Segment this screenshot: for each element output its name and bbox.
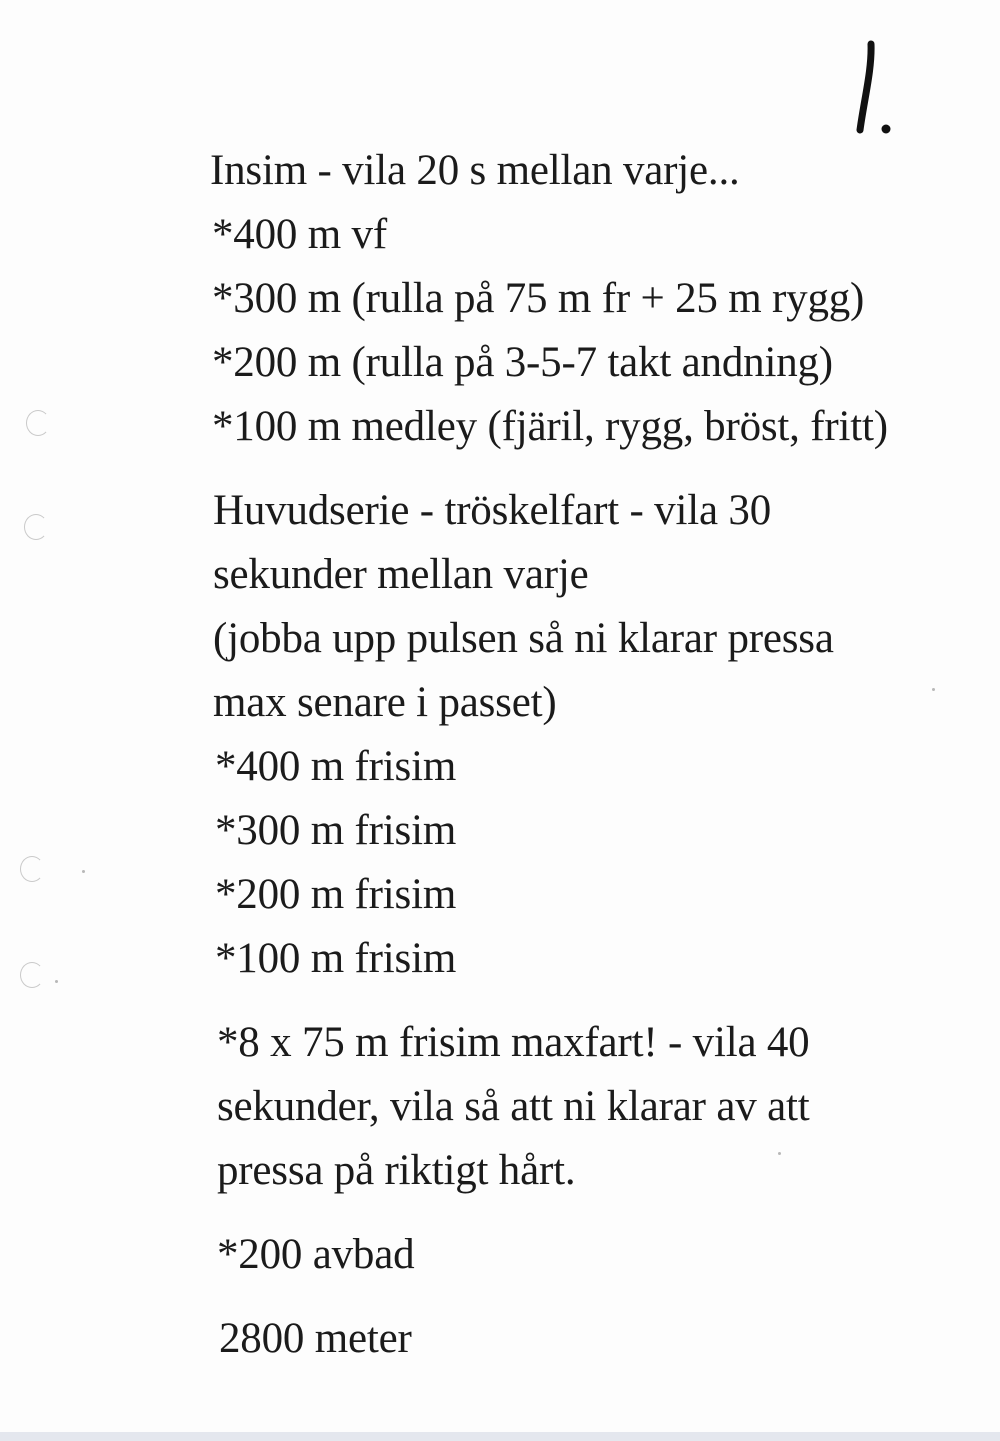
warmup-item: *400 m vf [212, 211, 387, 258]
sprint-set-line: *8 x 75 m frisim maxfart! - vila 40 [217, 1019, 810, 1066]
main-set-item: *100 m frisim [215, 935, 457, 982]
main-set-item: *300 m frisim [215, 807, 457, 854]
warmup-item: *200 m (rulla på 3-5-7 takt andning) [212, 339, 833, 386]
main-set-heading-line: max senare i passet) [213, 679, 557, 726]
punch-hole [26, 410, 50, 436]
total-distance: 2800 meter [219, 1315, 412, 1362]
warmup-item: *300 m (rulla på 75 m fr + 25 m rygg) [212, 275, 865, 322]
punch-hole [24, 514, 48, 540]
scan-bottom-edge [0, 1432, 1000, 1441]
cooldown-line: *200 avbad [217, 1231, 415, 1278]
scan-speck [778, 1152, 781, 1155]
punch-hole [20, 856, 44, 882]
main-set-heading-line: sekunder mellan varje [213, 551, 589, 598]
scan-speck [932, 688, 935, 691]
sprint-set-line: pressa på riktigt hårt. [217, 1147, 576, 1194]
scan-speck [82, 870, 85, 873]
main-set-item: *400 m frisim [215, 743, 457, 790]
warmup-item: *100 m medley (fjäril, rygg, bröst, fritt) [212, 403, 888, 450]
main-set-item: *200 m frisim [215, 871, 457, 918]
main-set-heading-line: Huvudserie - tröskelfart - vila 30 [213, 487, 771, 534]
handwritten-page-number [842, 30, 902, 140]
punch-hole [20, 962, 44, 988]
sprint-set-line: sekunder, vila så att ni klarar av att [217, 1083, 810, 1130]
scan-speck [55, 980, 58, 983]
warmup-heading: Insim - vila 20 s mellan varje... [210, 147, 740, 194]
main-set-heading-line: (jobba upp pulsen så ni klarar pressa [213, 615, 834, 662]
